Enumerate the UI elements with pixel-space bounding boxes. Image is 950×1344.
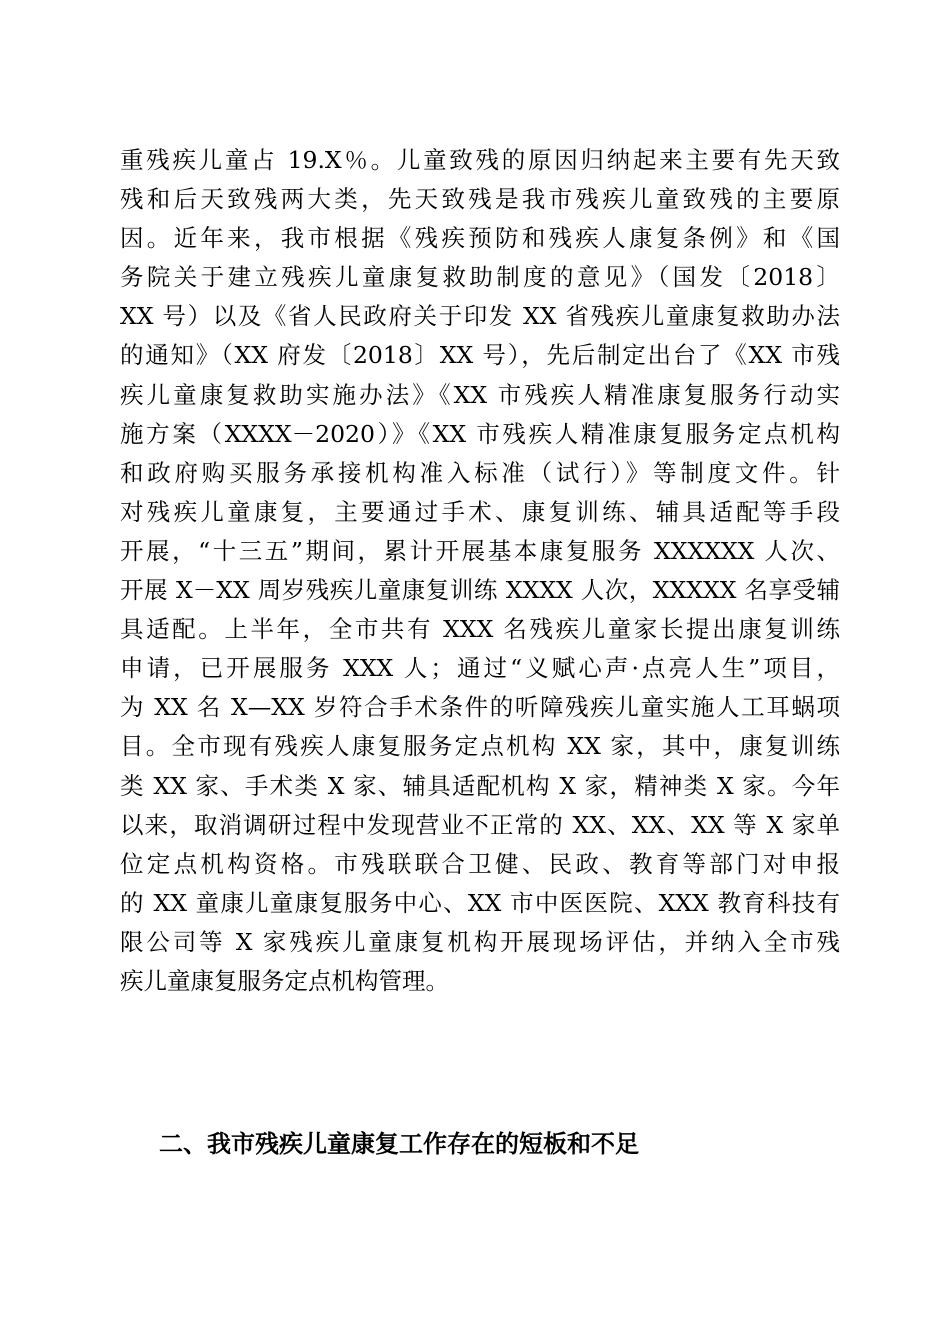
paragraph-line: 具适配。上半年，全市共有 XXX 名残疾儿童家长提出康复训练	[120, 615, 840, 644]
paragraph-line: XX 号）以及《省人民政府关于印发 XX 省残疾儿童康复救助办法	[120, 302, 840, 331]
paragraph-line: 申请，已开展服务 XXX 人；通过“义赋心声·点亮人生”项目，	[120, 654, 840, 683]
paragraph-line: 为 XX 名 X—XX 岁符合手术条件的听障残疾儿童实施人工耳蜗项	[120, 693, 840, 722]
paragraph-line: 的 XX 童康儿童康复服务中心、XX 市中医医院、XXX 教育科技有	[120, 888, 840, 917]
paragraph-line: 的通知》（XX 府发〔2018〕XX 号），先后制定出台了《XX 市残	[120, 341, 840, 370]
section-heading: 二、我市残疾儿童康复工作存在的短板和不足	[159, 1130, 639, 1158]
paragraph-line: 务院关于建立残疾儿童康复救助制度的意见》（国发〔2018〕	[120, 263, 840, 292]
paragraph-line: 因。近年来，我市根据《残疾预防和残疾人康复条例》和《国	[120, 224, 840, 253]
paragraph-line: 以来，取消调研过程中发现营业不正常的 XX、XX、XX 等 X 家单	[120, 810, 840, 839]
paragraph-line: 施方案（XXXX－2020）》《XX 市残疾人精准康复服务定点机构	[120, 419, 840, 448]
paragraph-line: 限公司等 X 家残疾儿童康复机构开展现场评估，并纳入全市残	[120, 927, 840, 956]
paragraph-line: 位定点机构资格。市残联联合卫健、民政、教育等部门对申报	[120, 849, 840, 878]
paragraph-line: 残和后天致残两大类，先天致残是我市残疾儿童致残的主要原	[120, 185, 840, 214]
paragraph-line: 目。全市现有残疾人康复服务定点机构 XX 家，其中，康复训练	[120, 732, 840, 761]
body-paragraph	[120, 141, 840, 1001]
paragraph-line: 重残疾儿童占 19.X％。儿童致残的原因归纳起来主要有先天致	[120, 146, 840, 174]
paragraph-line: 和政府购买服务承接机构准入标准（试行）》等制度文件。针	[120, 458, 840, 487]
paragraph-line: 类 XX 家、手术类 X 家、辅具适配机构 X 家，精神类 X 家。今年	[120, 771, 840, 800]
paragraph-line: 开展 X－XX 周岁残疾儿童康复训练 XXXX 人次，XXXXX 名享受辅	[120, 576, 840, 605]
paragraph-line-last: 疾儿童康复服务定点机构管理。	[120, 966, 449, 995]
paragraph-line: 疾儿童康复救助实施办法》《XX 市残疾人精准康复服务行动实	[120, 380, 840, 409]
paragraph-line: 开展，“十三五”期间，累计开展基本康复服务 XXXXXX 人次、	[120, 536, 840, 565]
paragraph-line: 对残疾儿童康复，主要通过手术、康复训练、辅具适配等手段	[120, 497, 840, 526]
